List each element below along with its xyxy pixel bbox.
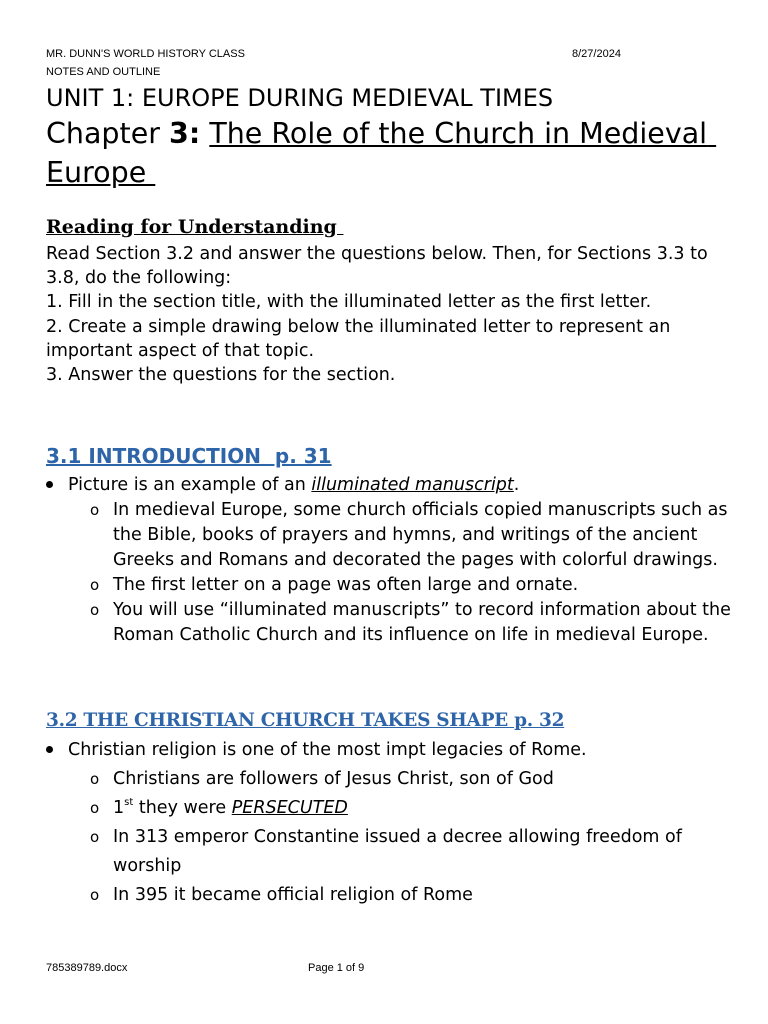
instruction-line: 3. Answer the questions for the section. (46, 365, 396, 386)
instruction-line: 2. Create a simple drawing below the illuminated letter to represent an important aspect of that topic. (46, 316, 671, 361)
header-date: 8/27/2024 (572, 48, 621, 60)
sub-bullet-icon: o (90, 601, 100, 619)
bullet-icon (46, 736, 66, 765)
sub-bullet-icon: o (90, 799, 100, 817)
section-3-2-list (46, 736, 736, 910)
sub-bullet-icon: o (90, 501, 100, 519)
sub-list-item: o Christians are followers of Jesus Christ, son of God (46, 765, 736, 794)
sub-list-item: o You will use “illuminated manuscripts” to record information about the Roman Catholic Church and its influence on life in medieval Europe. (90, 600, 731, 645)
sub-list-item: o The first letter on a page was often large and ornate. (46, 573, 736, 598)
section-heading-3-1: 3.1 INTRODUCTION p. 31 (46, 444, 332, 468)
sub-bullet-icon: o (90, 770, 100, 788)
list-item: Picture is an example of an illuminated manuscript. (46, 473, 736, 498)
chapter-title (46, 114, 736, 192)
section-heading-3-2: 3.2 THE CHRISTIAN CHURCH TAKES SHAPE p. 32 (46, 710, 565, 731)
sub-list-item: o In 395 it became official religion of Rome (46, 881, 736, 910)
instruction-line: Read Section 3.2 and answer the questions below. Then, for Sections 3.3 to 3.8, do the following: (46, 244, 708, 289)
unit-title: UNIT 1: EUROPE DURING MEDIEVAL TIMES (46, 84, 554, 112)
bullet-icon (46, 473, 66, 498)
emphasis-text: illuminated manuscript (311, 475, 514, 495)
document-page (46, 0, 736, 1024)
class-name: MR. DUNN'S WORLD HISTORY CLASS (46, 48, 245, 60)
emphasis-text: PERSECUTED (231, 798, 348, 818)
header-subtitle: NOTES AND OUTLINE (46, 66, 161, 78)
chapter-number: 3: (169, 117, 201, 150)
footer-page-number: Page 1 of 9 (308, 962, 365, 974)
list-item: Christian religion is one of the most impt legacies of Rome. (46, 736, 736, 765)
section-3-1-list (46, 473, 736, 648)
sub-bullet-icon: o (90, 886, 100, 904)
sub-list-item: o 1st they were PERSECUTED (46, 794, 736, 823)
footer-filename: 785389789.docx (46, 962, 128, 974)
sub-bullet-icon: o (90, 828, 100, 846)
reading-heading: Reading for Understanding (46, 216, 344, 238)
sub-bullet-icon: o (90, 576, 100, 594)
instruction-line: 1. Fill in the section title, with the illuminated letter as the first letter. (46, 292, 652, 313)
chapter-name: The Role of the Church in Medieval Europe (46, 117, 717, 189)
chapter-prefix: Chapter (46, 117, 170, 150)
sub-list-item: o In 313 emperor Constantine issued a decree allowing freedom of worship (46, 823, 736, 881)
reading-instructions (46, 242, 726, 387)
sub-list-item: o In medieval Europe, some church officials copied manuscripts such as the Bible, books of prayers and hymns, and writings of the ancient Greeks and Romans and decorated the pages with colorful drawings. (90, 500, 728, 570)
